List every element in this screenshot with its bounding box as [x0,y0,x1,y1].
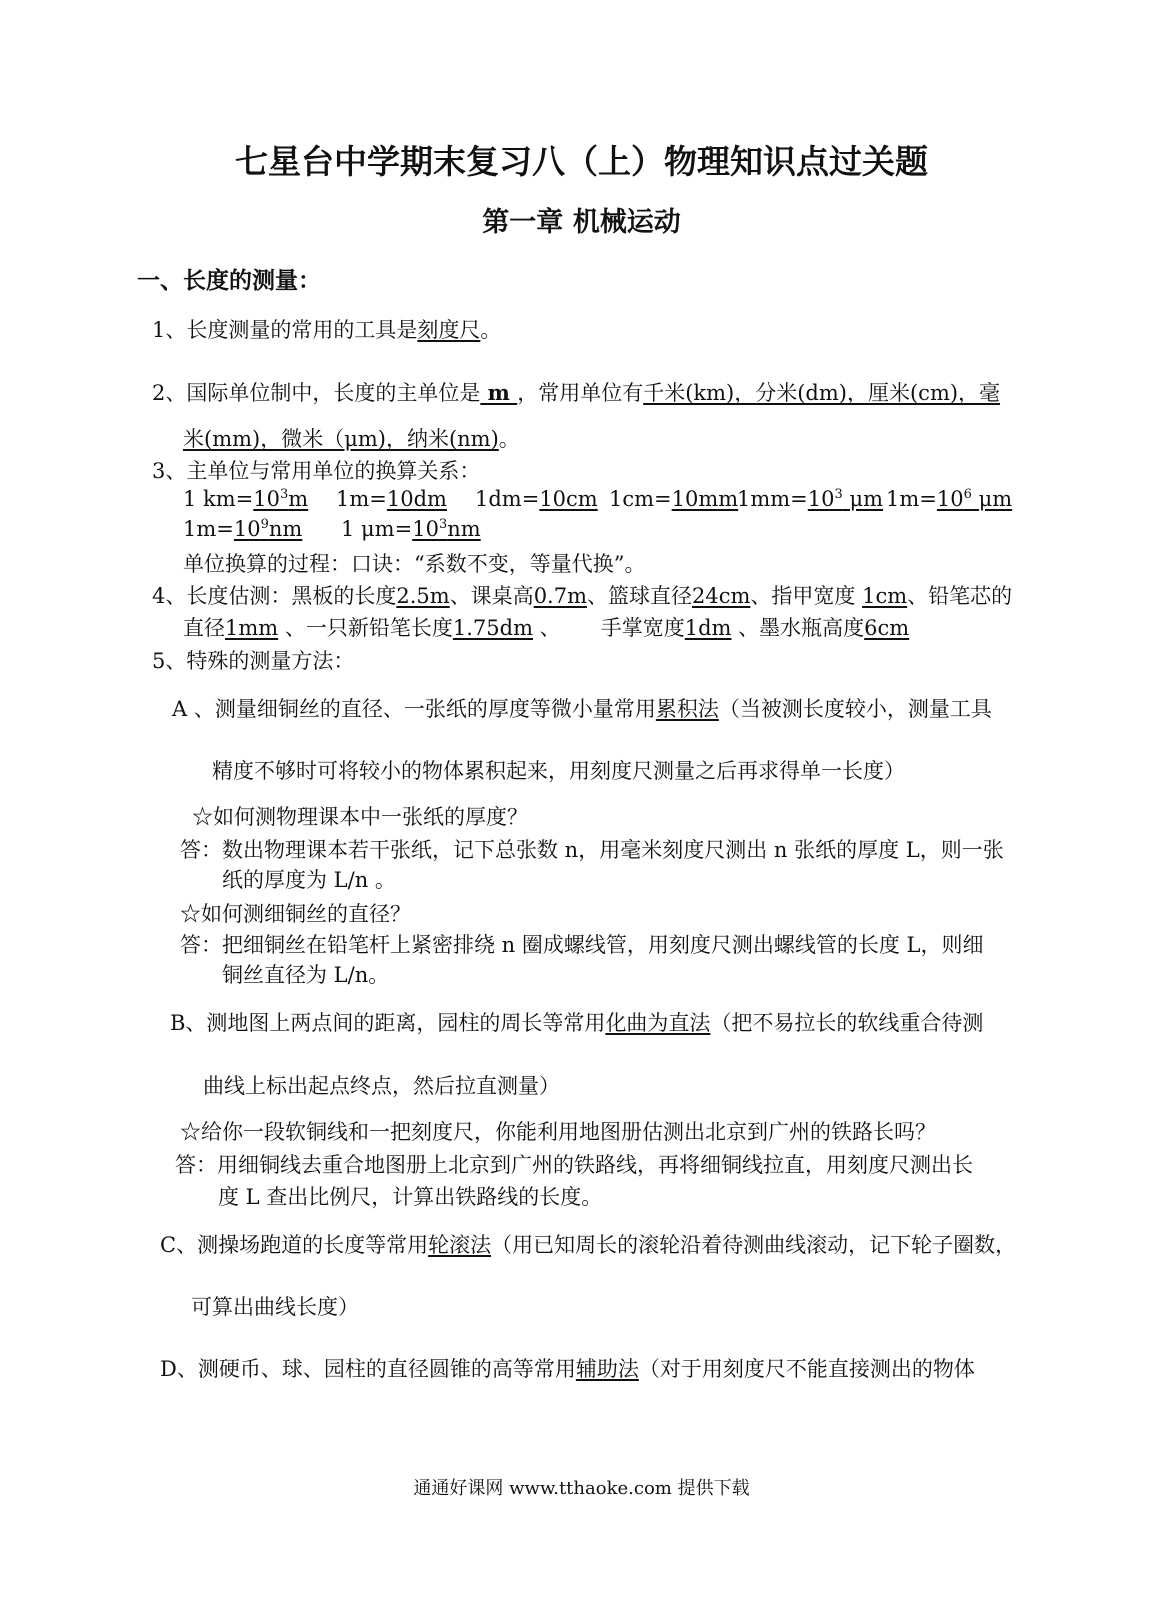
method-a-text: A 、测量细铜丝的直径、一张纸的厚度等微小量常用 [172,697,656,721]
chapter-heading: 第一章 机械运动 [482,207,681,238]
conv-um-nm-value [412,517,480,541]
item-2-answer-units: 千米(km)，分米(dm)，厘米(cm)，毫 [643,381,1001,405]
conv-um-nm-unit: nm [447,517,481,541]
conv-nm-exp: 9 [260,517,269,532]
conv-nm-base: 10 [233,517,261,541]
item-3-head: 3、主单位与常用单位的换算关系： [152,459,481,483]
method-c-name: 轮滚法 [428,1233,492,1257]
estimate-pencil-lead: 1mm [225,616,279,640]
method-a-line-1 [172,693,992,723]
estimate-desk: 0.7m [533,584,587,608]
conv-km-exp: 3 [280,487,289,502]
conv-nm-value [234,517,302,541]
conv-um-value [808,487,883,511]
method-b-desc: （把不易拉长的软线重合待测 [710,1011,984,1035]
page-title: 七星台中学期末复习八（上）物理知识点过关题 [235,142,928,181]
estimate-ink-bottle: 6cm [864,616,910,640]
item-2-line-2 [183,423,520,453]
item-5-head: 5、特殊的测量方法： [152,649,355,673]
question-wire-diameter: ☆如何测细铜丝的直径？ [180,902,411,926]
conv-nm-unit: nm [268,517,303,541]
item-1-end: 。 [480,318,502,342]
method-b-line-1 [170,1007,983,1037]
estimate-palm: 1dm [684,616,732,640]
method-d-desc: （对于用刻度尺不能直接测出的物体 [638,1357,975,1381]
method-c-desc: （用已知周长的滚轮沿着待测曲线滚动，记下轮子圈数， [491,1233,1017,1257]
method-d-name: 辅助法 [575,1357,639,1381]
conv-um-exp: 3 [834,487,843,502]
item-2-text: 2、国际单位制中，长度的主单位是 [152,381,481,405]
item-2-answer-unit: m [480,380,518,405]
item-2-line-1 [152,377,1000,407]
page-footer: 通通好课网 www.tthaoke.com 提供下载 [413,1478,750,1499]
estimate-blackboard: 2.5m [396,584,450,608]
method-d-text: D、测硬币、球、园柱的直径圆锥的高等常用 [160,1357,576,1381]
conversion-rule: 单位换算的过程：口诀：“系数不变，等量代换”。 [183,552,646,576]
item-1-text: 1、长度测量的常用的工具是 [152,318,418,342]
item-4-text-b: 、课桌高 [449,584,534,608]
conv-m-um-label: 1m= [886,487,937,511]
conversion-m-um [886,487,1012,511]
item-4-text-i: 、墨水瓶高度 [731,616,865,640]
conv-nm-label: 1m= [183,517,234,541]
section-heading: 一、长度的测量： [137,268,321,294]
method-b-line-2: 曲线上标出起点终点，然后拉直测量） [203,1074,560,1098]
method-c-line-1 [160,1229,1016,1259]
conv-cm-label: 1dm= [475,487,540,511]
question-railway-length: ☆给你一段软铜线和一把刻度尺，你能利用地图册估测出北京到广州的铁路长吗？ [180,1120,936,1144]
conv-dm-label: 1m= [336,487,387,511]
item-4-text-c: 、篮球直径 [587,584,692,608]
method-a-name: 累积法 [655,697,719,721]
item-4-text-d: 、指甲宽度 [750,584,863,608]
item-4-text-e: 、铅笔芯的 [907,584,1013,608]
method-c-text: C、测操场跑道的长度等常用 [160,1233,429,1257]
conv-mm-value: 10mm [671,487,739,511]
conversion-nm [183,517,302,541]
conv-um-nm-label: 1 μm= [341,517,413,541]
answer-wire-diameter-1: 答：把细铜丝在铅笔杆上紧密排绕 n 圈成螺线管，用刻度尺测出螺线管的长度 L，则细 [180,933,984,957]
conv-um-base: 10 [807,487,835,511]
conversion-dm [336,487,447,511]
conv-m-um-unit: μm [971,487,1013,511]
conv-m-um-exp: 6 [963,487,972,502]
estimate-pencil: 1.75dm [452,616,533,640]
conv-dm-value: 10dm [386,487,447,511]
item-4-line-1 [152,580,1012,610]
item-4-line-2 [183,612,909,642]
method-a-line-2: 精度不够时可将较小的物体累积起来，用刻度尺测量之后再求得单一长度） [212,759,905,783]
answer-railway-length-1: 答：用细铜线去重合地图册上北京到广州的铁路线，再将细铜线拉直，用刻度尺测出长 [175,1153,973,1177]
estimate-basketball: 24cm [692,584,751,608]
conv-um-label: 1mm= [737,487,808,511]
method-d-line-1 [160,1353,975,1383]
answer-wire-diameter-2: 铜丝直径为 L/n。 [222,963,390,987]
conv-km-unit: m [288,487,309,511]
conversion-km [183,487,308,511]
item-2-answer-units-2: 米(mm)，微米（μm)，纳米(nm) [183,427,499,451]
item-4-text-a: 4、长度估测：黑板的长度 [152,584,397,608]
conversion-cm [475,487,598,511]
conv-mm-label: 1cm= [609,487,672,511]
conversion-um-nm [341,517,481,541]
conv-um-nm-exp: 3 [438,517,448,532]
answer-paper-thickness-2: 纸的厚度为 L/n 。 [222,868,396,892]
answer-paper-thickness-1: 答：数出物理课本若干张纸，记下总张数 n，用毫米刻度尺测出 n 张纸的厚度 L，则一张 [180,838,1004,862]
item-4-text-f: 直径 [183,616,225,640]
conv-um-nm-base: 10 [412,517,439,541]
conv-km-label: 1 km= [183,487,254,511]
method-a-desc: （当被测长度较小，测量工具 [718,697,992,721]
item-2-text-b: ，常用单位有 [517,381,644,405]
conv-km-base: 10 [253,487,281,511]
item-4-text-h: 、 手掌宽度 [533,616,685,640]
item-4-text-g: 、一只新铅笔长度 [278,616,453,640]
conv-um-unit: μm [842,487,884,511]
item-1-answer: 刻度尺 [417,318,481,342]
conversion-mm [609,487,738,511]
method-b-text: B、测地图上两点间的距离，园柱的周长等常用 [170,1011,606,1035]
answer-railway-length-2: 度 L 查出比例尺，计算出铁路线的长度。 [218,1185,603,1209]
conv-m-um-base: 10 [936,487,964,511]
conv-km-value [253,487,308,511]
item-1 [152,314,501,344]
estimate-fingernail: 1cm [862,584,908,608]
method-b-name: 化曲为直法 [605,1011,711,1035]
conv-m-um-value [937,487,1012,511]
method-c-line-2: 可算出曲线长度） [191,1295,359,1319]
item-2-end: 。 [498,427,520,451]
question-paper-thickness: ☆如何测物理课本中一张纸的厚度？ [192,805,528,829]
conv-cm-value: 10cm [539,487,598,511]
conversion-um [737,487,883,511]
